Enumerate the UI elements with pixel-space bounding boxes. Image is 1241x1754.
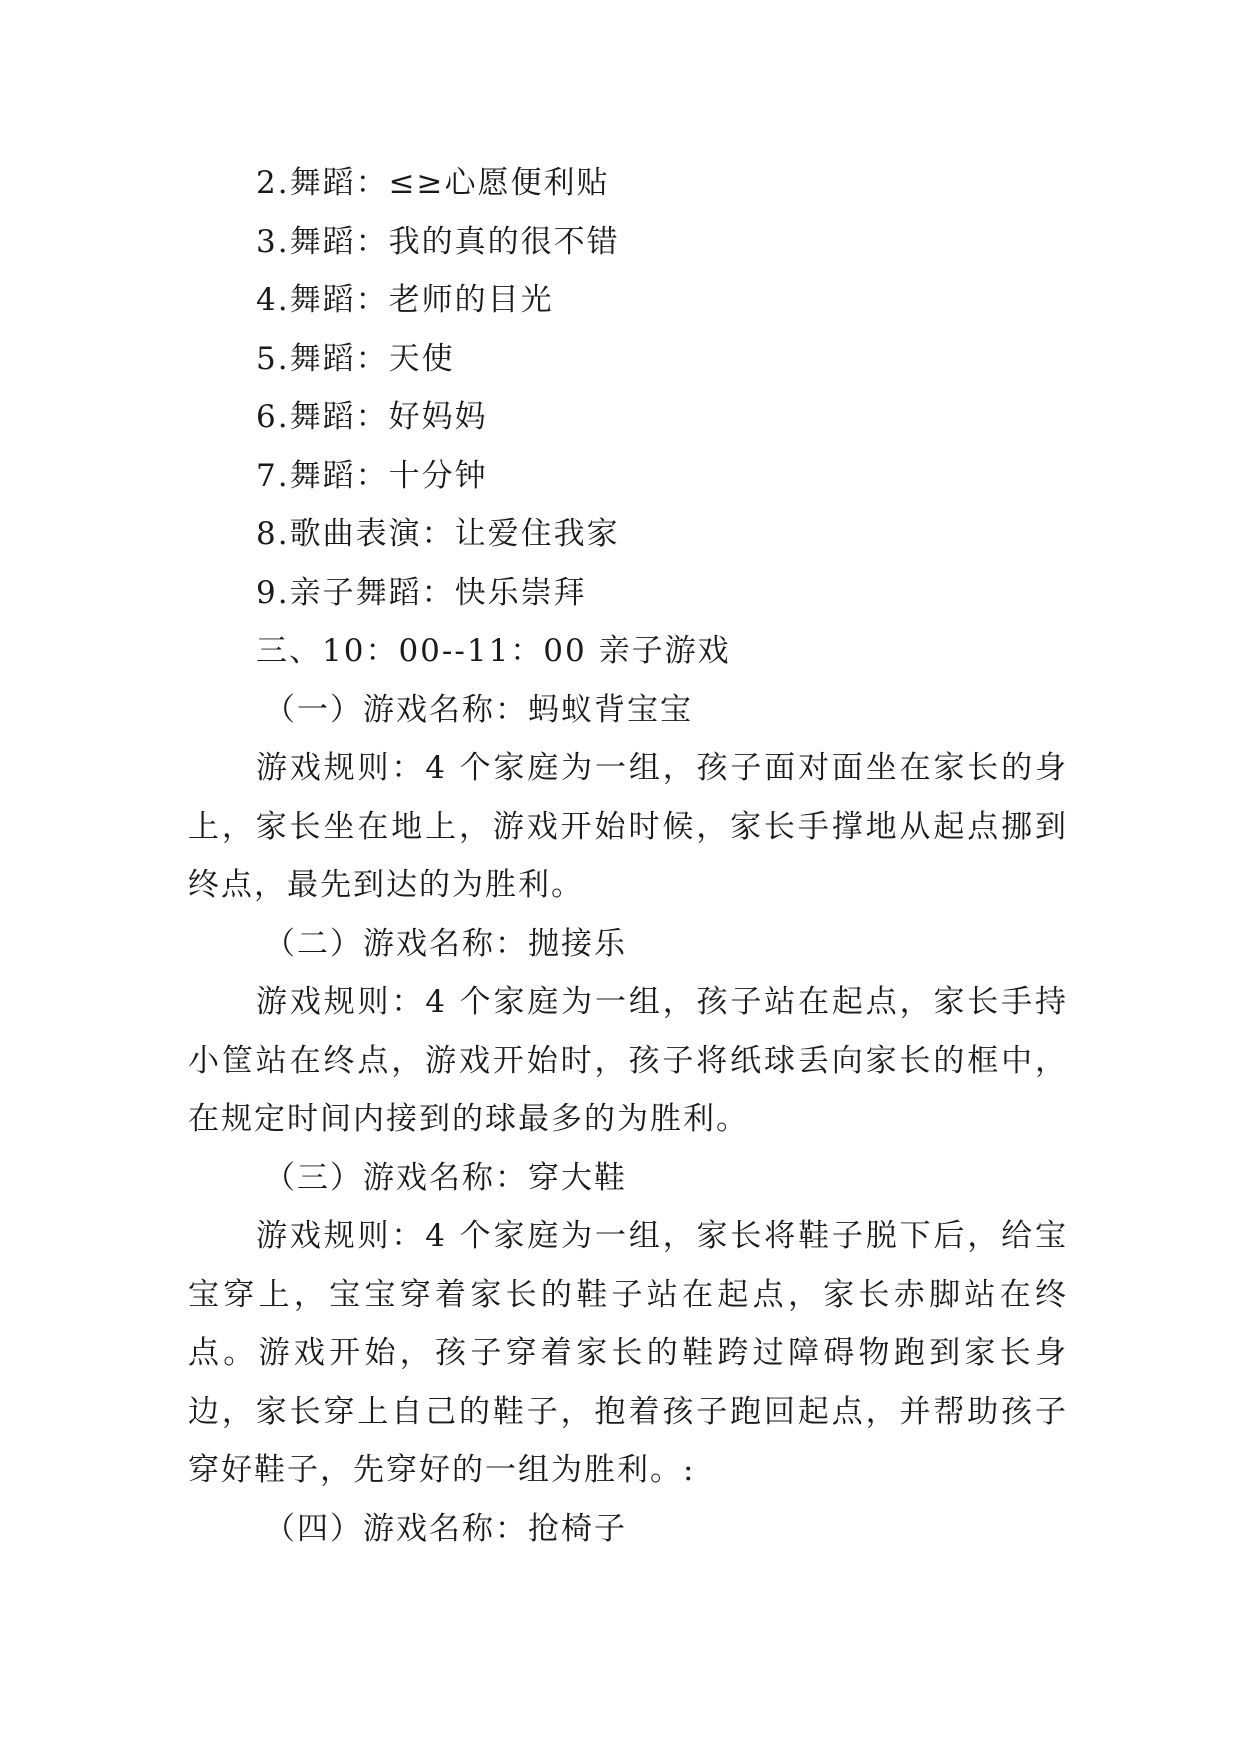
game-rules: 游戏规则：4 个家庭为一组，孩子站在起点，家长手持小筐站在终点，游戏开始时，孩子将纸球丢向家长的框中，在规定时间内接到的球最多的为胜利。 [188,984,1068,1137]
program-item: 4.舞蹈：老师的目光 [256,282,554,318]
program-item: 8.歌曲表演：让爱住我家 [256,516,620,552]
program-item: 6.舞蹈：好妈妈 [256,399,488,435]
game-rules: 游戏规则：4 个家庭为一组，孩子面对面坐在家长的身上，家长坐在地上，游戏开始时候，家长手撑地从起点挪到终点，最先到达的为胜利。 [188,750,1068,903]
program-item: 3.舞蹈：我的真的很不错 [256,223,620,260]
program-item: 2.舞蹈：≤≥心愿便利贴 [256,165,610,201]
game-title: （二）游戏名称：抛接乐 [264,925,627,962]
document-body [188,154,1068,1558]
program-item: 5.舞蹈：天使 [256,340,455,377]
program-item: 7.舞蹈：十分钟 [256,457,488,494]
game-title: （一）游戏名称：蚂蚁背宝宝 [264,691,693,728]
game-title: （四）游戏名称：抢椅子 [264,1510,627,1547]
program-item: 9.亲子舞蹈：快乐崇拜 [256,574,587,611]
game-title: （三）游戏名称：穿大鞋 [264,1159,627,1196]
game-rules: 游戏规则：4 个家庭为一组，家长将鞋子脱下后，给宝宝穿上，宝宝穿着家长的鞋子站在起点，家长赤脚站在终点。游戏开始，孩子穿着家长的鞋跨过障碍物跑到家长身边，家长穿上自己的鞋子，抱着孩子跑回起点，并帮助孩子穿好鞋子，先穿好的一组为胜利。: [188,1218,1068,1488]
section-heading: 三、10：00--11：00 亲子游戏 [256,633,731,669]
